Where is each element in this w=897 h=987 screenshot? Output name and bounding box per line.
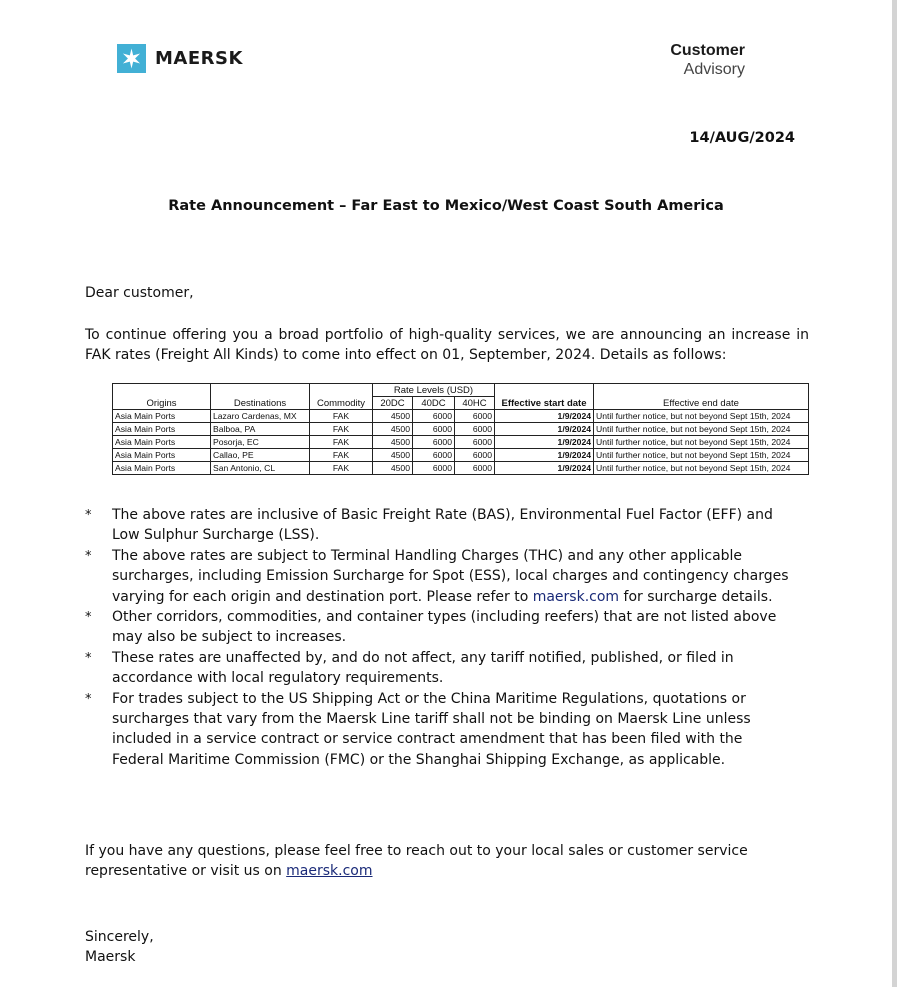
cell-destination: Balboa, PA (211, 423, 310, 436)
cell-start-date: 1/9/2024 (495, 423, 594, 436)
cell-start-date: 1/9/2024 (495, 462, 594, 475)
cell-20dc: 4500 (373, 423, 413, 436)
cell-origin: Asia Main Ports (113, 410, 211, 423)
cell-destination: Lazaro Cardenas, MX (211, 410, 310, 423)
bullet-item (85, 546, 795, 607)
header-start-date: Effective start date (495, 384, 594, 410)
bullet-text-start: The above rates are subject to Terminal Handling Charges (THC) and any other applicable surcharges, including Emission Surcharge for Spot (ESS), local charges and contingency charges varying for each origin and destination port. Please refer to (112, 547, 789, 605)
bullet-text: The above rates are inclusive of Basic Freight Rate (BAS), Environmental Fuel Factor (EFF) and Low Sulphur Surcharge (LSS). (112, 507, 773, 544)
cell-20dc: 4500 (373, 462, 413, 475)
cell-40hc: 6000 (455, 462, 495, 475)
table-row (113, 423, 809, 436)
closing-text: If you have any questions, please feel free to reach out to your local sales or customer service representative or visit us on (85, 843, 748, 880)
cell-40dc: 6000 (413, 462, 455, 475)
cell-start-date: 1/9/2024 (495, 449, 594, 462)
header-end-date: Effective end date (594, 384, 809, 410)
star-icon (117, 44, 146, 73)
cell-40dc: 6000 (413, 410, 455, 423)
bullet-text (112, 546, 795, 607)
greeting: Dear customer, (85, 285, 194, 301)
cell-40dc: 6000 (413, 436, 455, 449)
header-origins: Origins (113, 384, 211, 410)
bullet-text: These rates are unaffected by, and do not affect, any tariff notified, published, or filed in accordance with local regulatory requirements. (112, 649, 734, 687)
cell-20dc: 4500 (373, 449, 413, 462)
header-40dc: 40DC (413, 397, 455, 410)
cell-start-date: 1/9/2024 (495, 436, 594, 449)
maersk-link[interactable]: maersk.com (532, 588, 620, 605)
table-row (113, 462, 809, 475)
cell-origin: Asia Main Ports (113, 462, 211, 475)
header-commodity: Commodity (310, 384, 373, 410)
header-rate-levels: Rate Levels (USD) (373, 384, 495, 397)
signer-name: Maersk (85, 949, 136, 966)
cell-commodity: FAK (310, 423, 373, 436)
header-20dc: 20DC (373, 397, 413, 410)
table-row (113, 449, 809, 462)
bullet-marker: * (85, 548, 92, 564)
table-row (113, 410, 809, 423)
cell-end-date: Until further notice, but not beyond Sept 15th, 2024 (594, 449, 809, 462)
document-title: Rate Announcement – Far East to Mexico/West Coast South America (168, 198, 724, 214)
bullet-item (85, 648, 795, 689)
closing-paragraph (85, 841, 785, 882)
cell-40hc: 6000 (455, 423, 495, 436)
cell-commodity: FAK (310, 410, 373, 423)
cell-commodity: FAK (310, 436, 373, 449)
cell-origin: Asia Main Ports (113, 423, 211, 436)
bullet-item (85, 689, 795, 771)
cell-end-date: Until further notice, but not beyond Sept 15th, 2024 (594, 410, 809, 423)
bullet-text: Other corridors, commodities, and container types (including reefers) that are not listed above may also be subject to increases. (112, 609, 777, 646)
bullet-marker: * (85, 610, 92, 626)
cell-destination: Callao, PE (211, 449, 310, 462)
bullet-marker: * (85, 691, 92, 707)
brand-name: MAERSK (155, 48, 243, 69)
cell-destination: Posorja, EC (211, 436, 310, 449)
cell-start-date: 1/9/2024 (495, 410, 594, 423)
cell-origin: Asia Main Ports (113, 449, 211, 462)
cell-20dc: 4500 (373, 410, 413, 423)
advisory-line-1: Customer (670, 42, 745, 59)
header-destinations: Destinations (211, 384, 310, 410)
cell-40hc: 6000 (455, 410, 495, 423)
customer-advisory-label (670, 41, 745, 79)
intro-paragraph: To continue offering you a broad portfolio of high-quality services, we are announcing an increase in FAK rates (Freight All Kinds) to come into effect on 01, September, 2024. Details as follows: (85, 327, 809, 363)
maersk-logo (117, 44, 243, 73)
cell-commodity: FAK (310, 449, 373, 462)
advisory-line-2: Advisory (683, 61, 745, 78)
bullet-text-end: for surcharge details. (619, 588, 773, 605)
page-edge (892, 0, 897, 987)
bullet-item (85, 505, 795, 546)
bullet-list (85, 505, 795, 770)
document-date: 14/AUG/2024 (689, 130, 795, 146)
bullet-marker: * (85, 650, 92, 666)
cell-40hc: 6000 (455, 436, 495, 449)
cell-origin: Asia Main Ports (113, 436, 211, 449)
signature-block (85, 927, 154, 968)
rate-table (112, 383, 809, 475)
header-40hc: 40HC (455, 397, 495, 410)
cell-end-date: Until further notice, but not beyond Sept 15th, 2024 (594, 423, 809, 436)
cell-40dc: 6000 (413, 449, 455, 462)
cell-end-date: Until further notice, but not beyond Sept 15th, 2024 (594, 436, 809, 449)
bullet-item (85, 607, 795, 648)
cell-40hc: 6000 (455, 449, 495, 462)
cell-destination: San Antonio, CL (211, 462, 310, 475)
cell-20dc: 4500 (373, 436, 413, 449)
cell-40dc: 6000 (413, 423, 455, 436)
cell-commodity: FAK (310, 462, 373, 475)
bullet-text: For trades subject to the US Shipping Act or the China Maritime Regulations, quotations or surcharges that vary from the Maersk Line tariff shall not be binding on Maersk Line unless included in a service contract or service contract amendment that has been filed with the Federal Maritime Commission (FMC) or the Shanghai Shipping Exchange, as applicable. (112, 690, 751, 768)
maersk-website-link[interactable]: maersk.com (286, 863, 373, 880)
sign-off: Sincerely, (85, 929, 154, 945)
table-row (113, 436, 809, 449)
cell-end-date: Until further notice, but not beyond Sept 15th, 2024 (594, 462, 809, 475)
bullet-marker: * (85, 508, 92, 523)
